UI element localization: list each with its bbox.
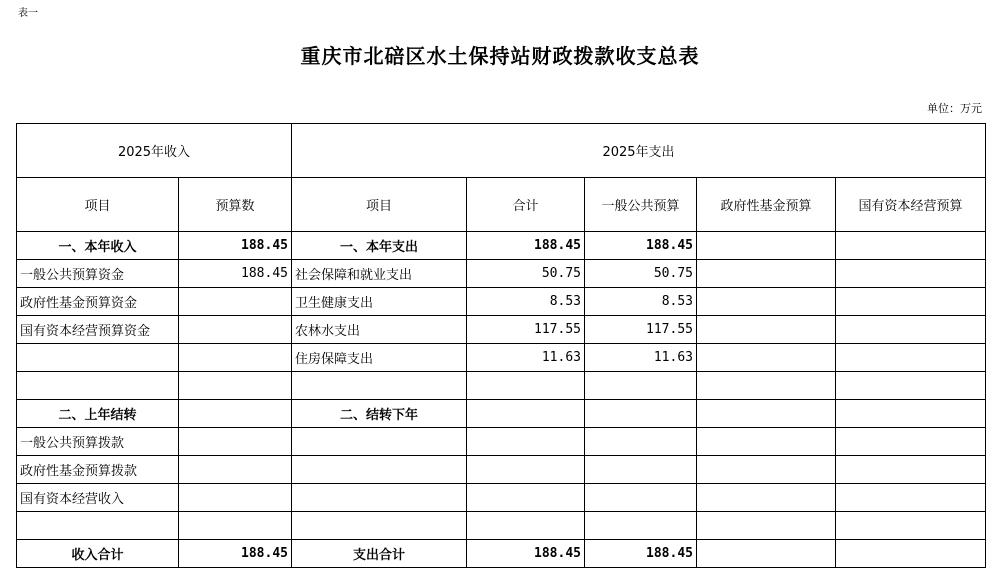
expense-total-label: 支出合计 <box>292 540 467 568</box>
expense-general: 11.63 <box>585 344 697 372</box>
expense-gov-fund <box>697 512 836 540</box>
expense-total <box>467 484 585 512</box>
expense-gov-fund <box>697 428 836 456</box>
col-header-budget: 预算数 <box>179 178 292 232</box>
expense-group-header: 2025年支出 <box>292 124 986 178</box>
expense-total: 188.45 <box>467 232 585 260</box>
expense-total <box>467 456 585 484</box>
income-item <box>17 344 179 372</box>
expense-gov-fund <box>697 456 836 484</box>
expense-state-capital <box>836 372 986 400</box>
table-row <box>17 456 986 484</box>
expense-general <box>585 428 697 456</box>
expense-gov-fund-total <box>697 540 836 568</box>
expense-state-capital <box>836 344 986 372</box>
expense-gov-fund <box>697 484 836 512</box>
expense-state-capital <box>836 260 986 288</box>
table-row <box>17 484 986 512</box>
income-amount <box>179 456 292 484</box>
expense-item: 二、结转下年 <box>292 400 467 428</box>
group-header-row <box>17 124 986 178</box>
col-header-general-budget: 一般公共预算 <box>585 178 697 232</box>
table-row <box>17 372 986 400</box>
expense-item <box>292 512 467 540</box>
income-amount <box>179 344 292 372</box>
expense-item: 农林水支出 <box>292 316 467 344</box>
table-row <box>17 400 986 428</box>
income-amount <box>179 316 292 344</box>
table-row <box>17 232 986 260</box>
budget-summary-table <box>16 123 986 568</box>
expense-item: 一、本年支出 <box>292 232 467 260</box>
expense-total-amount: 188.45 <box>467 540 585 568</box>
expense-item: 卫生健康支出 <box>292 288 467 316</box>
totals-row <box>17 540 986 568</box>
expense-gov-fund <box>697 372 836 400</box>
expense-state-capital <box>836 456 986 484</box>
table-row <box>17 316 986 344</box>
income-item <box>17 512 179 540</box>
expense-gov-fund <box>697 400 836 428</box>
income-amount <box>179 372 292 400</box>
expense-general-total: 188.45 <box>585 540 697 568</box>
page-title: 重庆市北碚区水土保持站财政拨款收支总表 <box>300 44 700 68</box>
expense-general <box>585 484 697 512</box>
expense-total: 50.75 <box>467 260 585 288</box>
expense-gov-fund <box>697 288 836 316</box>
expense-total: 8.53 <box>467 288 585 316</box>
table-number-note: 表一 <box>18 8 38 19</box>
table-row <box>17 428 986 456</box>
expense-gov-fund <box>697 344 836 372</box>
income-amount: 188.45 <box>179 232 292 260</box>
expense-item: 社会保障和就业支出 <box>292 260 467 288</box>
income-item: 一般公共预算拨款 <box>17 428 179 456</box>
expense-state-capital <box>836 316 986 344</box>
income-item: 国有资本经营收入 <box>17 484 179 512</box>
income-amount <box>179 484 292 512</box>
expense-general: 117.55 <box>585 316 697 344</box>
expense-total <box>467 400 585 428</box>
income-amount <box>179 428 292 456</box>
expense-item <box>292 428 467 456</box>
expense-total <box>467 512 585 540</box>
expense-total <box>467 428 585 456</box>
income-item: 一般公共预算资金 <box>17 260 179 288</box>
unit-label: 单位：万元 <box>927 102 982 115</box>
table-row <box>17 260 986 288</box>
income-item: 二、上年结转 <box>17 400 179 428</box>
expense-general <box>585 372 697 400</box>
col-header-income-item: 项目 <box>17 178 179 232</box>
income-item <box>17 372 179 400</box>
expense-general <box>585 512 697 540</box>
income-amount <box>179 400 292 428</box>
expense-general: 188.45 <box>585 232 697 260</box>
expense-gov-fund <box>697 316 836 344</box>
expense-general: 8.53 <box>585 288 697 316</box>
income-group-header: 2025年收入 <box>17 124 292 178</box>
expense-total: 117.55 <box>467 316 585 344</box>
expense-general <box>585 456 697 484</box>
income-amount <box>179 512 292 540</box>
income-amount <box>179 288 292 316</box>
column-header-row <box>17 178 986 232</box>
expense-state-capital <box>836 512 986 540</box>
expense-state-capital <box>836 232 986 260</box>
table-row <box>17 512 986 540</box>
expense-state-capital <box>836 428 986 456</box>
expense-item: 住房保障支出 <box>292 344 467 372</box>
expense-state-capital-total <box>836 540 986 568</box>
expense-gov-fund <box>697 232 836 260</box>
expense-general <box>585 400 697 428</box>
col-header-state-capital: 国有资本经营预算 <box>836 178 986 232</box>
expense-item <box>292 372 467 400</box>
expense-state-capital <box>836 400 986 428</box>
expense-total: 11.63 <box>467 344 585 372</box>
income-item: 政府性基金预算资金 <box>17 288 179 316</box>
expense-state-capital <box>836 484 986 512</box>
income-item: 一、本年收入 <box>17 232 179 260</box>
expense-item <box>292 456 467 484</box>
col-header-gov-fund: 政府性基金预算 <box>697 178 836 232</box>
income-amount: 188.45 <box>179 260 292 288</box>
col-header-total: 合计 <box>467 178 585 232</box>
table-row <box>17 344 986 372</box>
col-header-expense-item: 项目 <box>292 178 467 232</box>
income-total-label: 收入合计 <box>17 540 179 568</box>
expense-total <box>467 372 585 400</box>
table-row <box>17 288 986 316</box>
expense-item <box>292 484 467 512</box>
income-item: 国有资本经营预算资金 <box>17 316 179 344</box>
expense-gov-fund <box>697 260 836 288</box>
income-total-amount: 188.45 <box>179 540 292 568</box>
expense-state-capital <box>836 288 986 316</box>
income-item: 政府性基金预算拨款 <box>17 456 179 484</box>
expense-general: 50.75 <box>585 260 697 288</box>
